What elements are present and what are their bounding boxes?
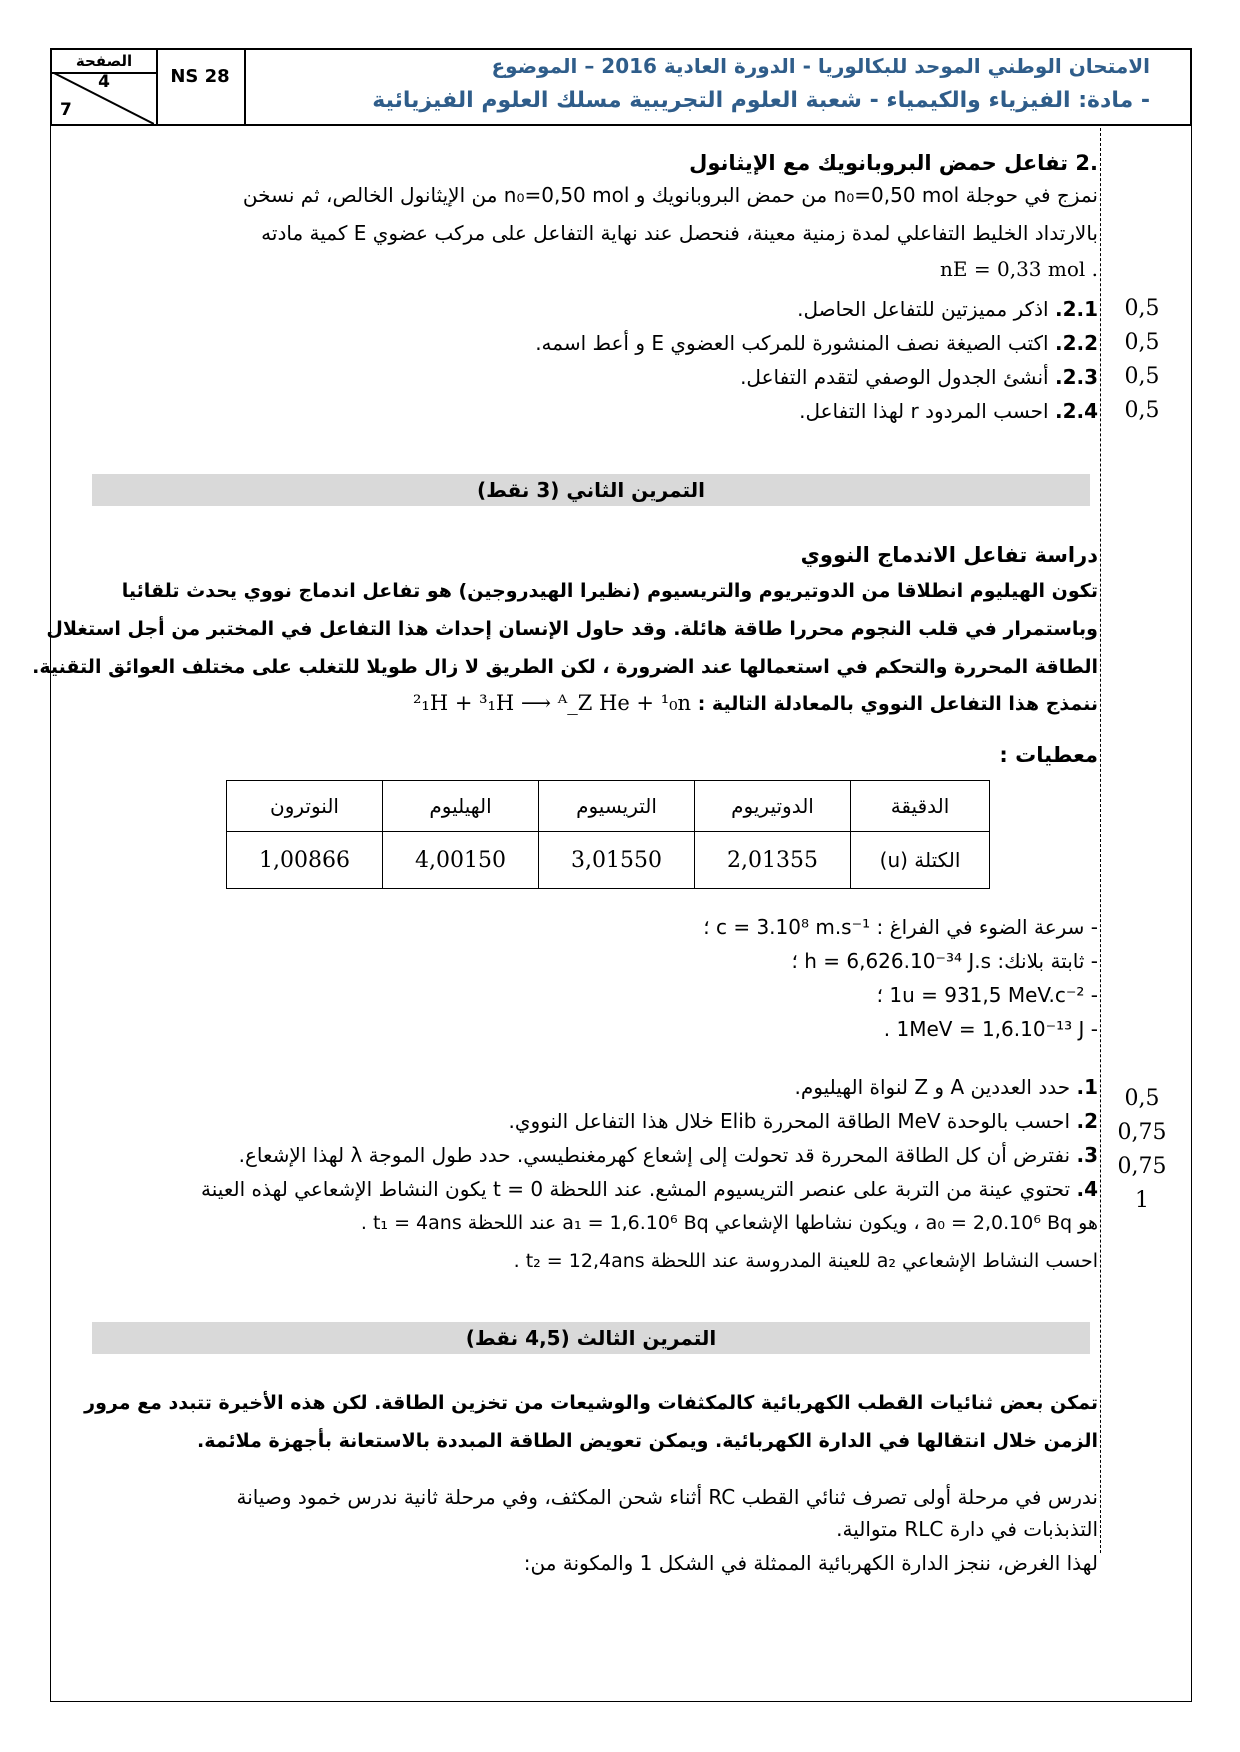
part2-title-num: .2 <box>1075 151 1098 175</box>
part2-para-3: . nE = 0,33 mol <box>940 257 1098 281</box>
table-cell: 4,00150 <box>383 832 539 889</box>
ex3-intro-1: تمكن بعض ثنائيات القطب الكهربائية كالمكثفات والوشيعات من تخزين الطاقة. لكن هذه الأخيرة تتبدد مع مرور <box>84 1392 1098 1414</box>
ex2-question-1: 1. حدد العددين A و Z لنواة الهيليوم. <box>794 1075 1098 1099</box>
ex2-intro-1: تكون الهيليوم انطلاقا من الدوتيريوم والتريسيوم (نظيرا الهيدروجين) هو تفاعل اندماج نووي يحدث تلقائيا <box>121 580 1098 602</box>
question-2-2: 2.2. اكتب الصيغة نصف المنشورة للمركب العضوي E و أعط اسمه. <box>535 331 1098 355</box>
data-title: معطيات : <box>999 743 1098 767</box>
exam-code: NS 28 <box>170 66 230 87</box>
part2-para-2: بالارتداد الخليط التفاعلي لمدة زمنية معينة، فنحصل عند نهاية التفاعل على مركب عضوي E كمية مادته <box>261 221 1098 245</box>
ex2-question-4-line-3: احسب النشاط الإشعاعي a₂ للعينة المدروسة عند اللحظة t₂ = 12,4ans . <box>513 1250 1098 1272</box>
ex3-intro-2: الزمن خلال انتقالها في الدارة الكهربائية. ويمكن تعويض الطاقة المبددة بالاستعانة بأجهزة ملائمة. <box>197 1430 1098 1452</box>
ex2-question-2: 2. احسب بالوحدة MeV الطاقة المحررة Elib خلال هذا التفاعل النووي. <box>508 1109 1098 1133</box>
ex2-intro-3: الطاقة المحررة والتحكم في استعمالها عند الضرورة ، لكن الطريق لا زال طويلا للتغلب على مختلف العوائق التقنية. <box>32 656 1098 678</box>
ex2-question-4-line-2: هو a₀ = 2,0.10⁶ Bq ، ويكون نشاطها الإشعاعي a₁ = 1,6.10⁶ Bq عند اللحظة t₁ = 4ans . <box>360 1212 1098 1234</box>
table-cell: 1,00866 <box>227 832 383 889</box>
score-2-4: 0,5 <box>1124 398 1160 423</box>
fusion-equation: ²₁H + ³₁H ⟶ ᴬ_Z He + ¹₀n <box>413 691 692 715</box>
ex3-para-2: التذبذبات في دارة RLC متوالية. <box>836 1517 1098 1541</box>
table-header: النوترون <box>227 781 383 832</box>
mass-table <box>226 780 990 889</box>
page-label: الصفحة <box>75 52 133 70</box>
header-line-1: الامتحان الوطني الموحد للبكالوريا - الدورة العادية 2016 – الموضوع <box>491 54 1150 78</box>
score-2-1: 0,5 <box>1124 296 1160 321</box>
header-line-2: - مادة: الفيزياء والكيمياء - شعبة العلوم التجريبية مسلك العلوم الفيزيائية <box>372 88 1150 113</box>
given-3: - 1u = 931,5 MeV.c⁻² ؛ <box>876 983 1098 1007</box>
table-header: الهيليوم <box>383 781 539 832</box>
ex2-question-4: 4. تحتوي عينة من التربة على عنصر التريسيوم المشع. عند اللحظة t = 0 يكون النشاط الإشعاعي لهذه العينة <box>201 1177 1098 1201</box>
question-2-3: 2.3. أنشئ الجدول الوصفي لتقدم التفاعل. <box>740 365 1098 389</box>
table-row <box>227 781 990 832</box>
exercise-3-banner: التمرين الثالث (4,5 نقط) <box>92 1322 1090 1354</box>
score-ex2-1: 0,5 <box>1124 1086 1160 1111</box>
table-cell: 2,01355 <box>695 832 851 889</box>
table-header: التريسيوم <box>539 781 695 832</box>
score-2-3: 0,5 <box>1124 364 1160 389</box>
table-cell: الكتلة (u) <box>851 832 990 889</box>
score-ex2-2: 0,75 <box>1117 1120 1167 1145</box>
ex3-para-1: ندرس في مرحلة أولى تصرف ثنائي القطب RC أثناء شحن المكثف، وفي مرحلة ثانية ندرس خمود وصيانة <box>236 1485 1098 1509</box>
score-column-divider <box>1100 128 1101 1553</box>
page-number-box <box>52 50 158 124</box>
given-2: - ثابتة بلانك: h = 6,626.10⁻³⁴ J.s ؛ <box>791 949 1098 973</box>
given-1: - سرعة الضوء في الفراغ : c = 3.10⁸ m.s⁻¹ ؛ <box>703 915 1098 939</box>
ex2-question-3: 3. نفترض أن كل الطاقة المحررة قد تحولت إلى إشعاع كهرمغنطيسي. حدد طول الموجة λ لهذا الإشعاع. <box>238 1143 1098 1167</box>
exam-header <box>50 48 1192 126</box>
part2-title: .2 تفاعل حمض البروبانويك مع الإيثانول <box>689 151 1098 175</box>
score-2-2: 0,5 <box>1124 330 1160 355</box>
exercise-2-title: دراسة تفاعل الاندماج النووي <box>800 543 1098 567</box>
page-total: 7 <box>60 100 72 120</box>
ex2-intro-2: وباستمرار في قلب النجوم محررا طاقة هائلة. وقد حاول الإنسان إحداث هذا التفاعل في المختبر من أجل استغلال <box>46 618 1098 640</box>
question-2-4: 2.4. احسب المردود r لهذا التفاعل. <box>799 399 1098 423</box>
page-current: 4 <box>98 72 110 92</box>
code-box <box>156 50 246 124</box>
table-cell: 3,01550 <box>539 832 695 889</box>
table-header: الدوتيريوم <box>695 781 851 832</box>
table-header: الدقيقة <box>851 781 990 832</box>
score-ex2-3: 0,75 <box>1117 1154 1167 1179</box>
exercise-2-banner: التمرين الثاني (3 نقط) <box>92 474 1090 506</box>
question-2-1: 2.1. اذكر مميزتين للتفاعل الحاصل. <box>797 297 1098 321</box>
given-4: - 1MeV = 1,6.10⁻¹³ J . <box>883 1017 1098 1041</box>
score-ex2-4: 1 <box>1135 1188 1149 1213</box>
table-row <box>227 832 990 889</box>
ex3-para-3: لهذا الغرض، ننجز الدارة الكهربائية الممثلة في الشكل 1 والمكونة من: <box>523 1551 1098 1575</box>
part2-para-1: نمزج في حوجلة n₀=0,50 mol من حمض البروبانويك و n₀=0,50 mol من الإيثانول الخالص، ثم نسخن <box>242 183 1098 207</box>
ex2-intro-4: ننمذج هذا التفاعل النووي بالمعادلة التالية : ²₁H + ³₁H ⟶ ᴬ_Z He + ¹₀n <box>413 691 1098 715</box>
